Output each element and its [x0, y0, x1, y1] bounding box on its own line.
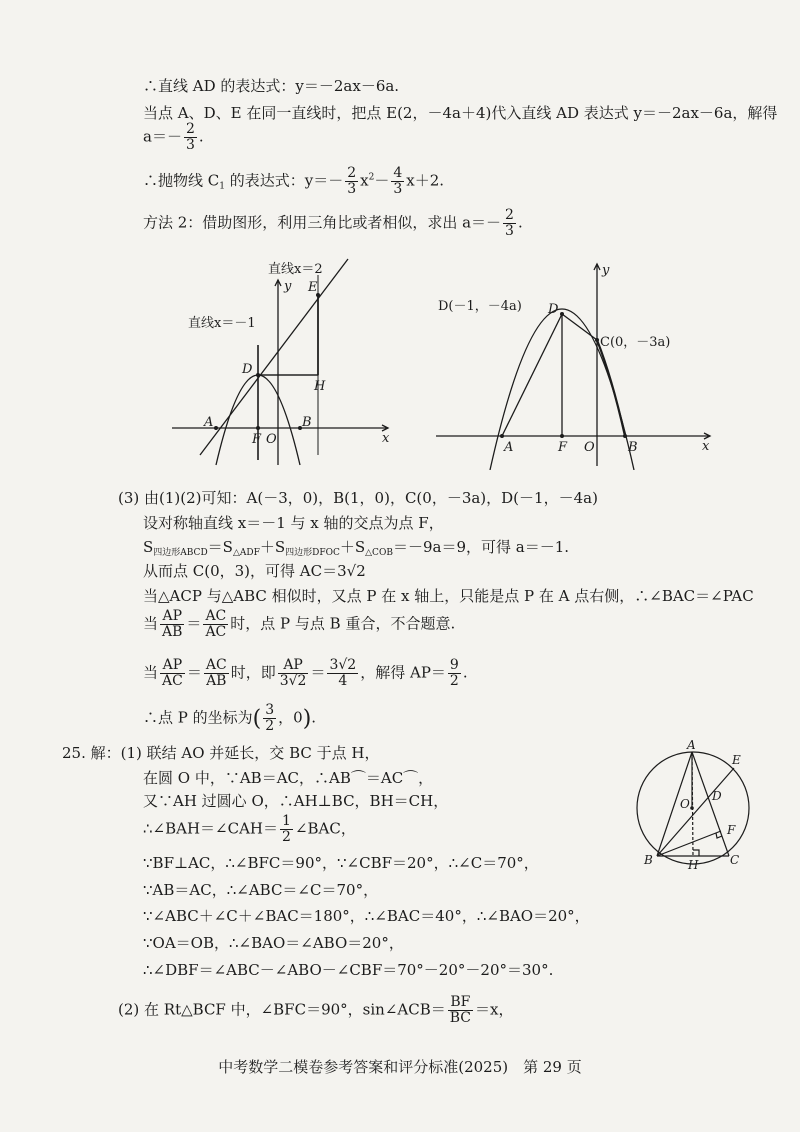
- text-fragment: 当: [143, 614, 159, 633]
- denominator: 3: [185, 137, 195, 153]
- text-line: [143, 208, 523, 239]
- fraction: [160, 658, 185, 689]
- circle-figure: [630, 738, 755, 873]
- fraction: [345, 166, 358, 197]
- label-x: x: [702, 439, 710, 454]
- label-o: O: [266, 432, 277, 447]
- fraction: [184, 122, 197, 153]
- label-c-coords: C(0，－3a): [600, 335, 671, 350]
- text-fragment: ＋S: [259, 538, 286, 556]
- label-a: A: [504, 440, 514, 455]
- label-y: y: [284, 279, 292, 294]
- denominator: AC: [162, 673, 183, 689]
- label-h: H: [314, 379, 326, 394]
- numerator: AP: [160, 658, 185, 674]
- label-b: B: [302, 415, 312, 430]
- text-line: [143, 609, 455, 640]
- point-c: [595, 338, 599, 342]
- text-line: ∴直线 AD 的表达式：y＝－2ax－6a.: [143, 77, 400, 95]
- label-e: E: [732, 753, 741, 767]
- text-fragment: S: [143, 538, 154, 556]
- fraction: [448, 658, 461, 689]
- fraction: [160, 609, 184, 640]
- fraction: [204, 658, 229, 689]
- point-d: [560, 312, 564, 316]
- text-line: (3) 由(1)(2)可知：A(－3，0)，B(1，0)，C(0，－3a)，D(－1，－4a): [118, 489, 598, 507]
- fraction: [280, 814, 293, 845]
- fraction: [391, 166, 404, 197]
- text-fragment: ＋S: [339, 538, 366, 556]
- text-line: ∵∠ABC＋∠C＋∠BAC＝180°，∴∠BAC＝40°，∴∠BAO＝20°，: [143, 907, 590, 925]
- denominator: 4: [338, 673, 348, 689]
- point-b: [623, 434, 627, 438]
- point-a: [214, 426, 218, 430]
- denominator: 2: [449, 673, 459, 689]
- right-angle-ehd: [258, 297, 318, 375]
- point-f: [256, 426, 260, 430]
- denominator: 3√2: [279, 673, 307, 689]
- text-line: 25. 解：(1) 联结 AO 并延长，交 BC 于点 H，: [62, 744, 380, 762]
- fraction: [203, 609, 228, 640]
- fraction: [503, 208, 516, 239]
- text-fragment: ＝: [186, 663, 202, 682]
- numerator: 2: [347, 165, 357, 181]
- point-o: [690, 806, 694, 810]
- parabola-figure-left: [168, 255, 400, 470]
- text-fragment: ＝－9a＝9，可得 a＝－1.: [392, 538, 570, 556]
- subscript: 四边形ABCD: [153, 548, 208, 558]
- numerator: AP: [160, 609, 184, 625]
- text-line: [143, 166, 444, 197]
- fraction: [263, 703, 276, 734]
- label-d: D: [712, 789, 722, 803]
- point-d: [256, 373, 260, 377]
- label-b: B: [628, 440, 638, 455]
- text-line: 当点 A、D、E 在同一直线时，把点 E(2，－4a＋4)代入直线 AD 表达式 y＝－2ax－6a，解得: [143, 104, 778, 122]
- text-fragment: 时，即: [230, 663, 276, 682]
- label-x: x: [382, 431, 390, 446]
- numerator: AP: [278, 658, 309, 674]
- segment-ad: [502, 314, 562, 436]
- text-line: [143, 537, 569, 563]
- numerator: 4: [393, 165, 403, 181]
- fraction: [327, 658, 358, 689]
- text-fragment: ＝x，: [474, 1000, 514, 1019]
- text-line: ∴∠DBF＝∠ABC－∠ABO－∠CBF＝70°－20°－20°＝30°.: [143, 961, 554, 979]
- segment-cb: [597, 340, 625, 436]
- text-line: [143, 814, 356, 845]
- label-a: A: [204, 415, 214, 430]
- denominator: 2: [282, 829, 291, 845]
- text-line: ∵OA＝OB，∴∠BAO＝∠ABO＝20°，: [143, 934, 404, 952]
- numerator: BF: [448, 995, 473, 1011]
- numerator: AC: [205, 608, 227, 624]
- numerator: 2: [185, 121, 195, 137]
- text-line: 设对称轴直线 x＝－1 与 x 轴的交点为点 F，: [143, 514, 444, 532]
- label-c: C: [730, 853, 740, 867]
- text-fragment: x: [360, 171, 369, 190]
- numerator: 3: [265, 702, 275, 718]
- text-fragment: ∴∠BAH＝∠CAH＝: [143, 819, 279, 838]
- denominator: AB: [162, 624, 183, 640]
- superscript: 2: [368, 172, 375, 183]
- text-line: [118, 995, 513, 1026]
- right-angle-h: [693, 850, 699, 856]
- text-line: 又∵AH 过圆心 O，∴AH⊥BC，BH＝CH，: [143, 792, 449, 810]
- subscript: 四边形DFOC: [285, 548, 340, 558]
- text-fragment: x＋2.: [406, 171, 445, 190]
- denominator: 3: [347, 181, 357, 197]
- subscript: △COB: [365, 548, 393, 558]
- segment-bf: [657, 831, 721, 856]
- label-f: F: [727, 823, 736, 837]
- label-f: F: [252, 432, 262, 447]
- label-y: y: [602, 263, 610, 278]
- text-fragment: 方法 2：借助图形，利用三角比或者相似，求出 a＝－: [143, 213, 502, 232]
- label-e: E: [308, 280, 318, 295]
- subscript: 1: [219, 181, 225, 192]
- label-f: F: [558, 440, 568, 455]
- text-fragment: .: [517, 213, 523, 232]
- text-line: [143, 122, 204, 153]
- text-line: 从而点 C(0，3)，可得 AC＝3√2: [143, 562, 366, 580]
- numerator: 1: [282, 813, 291, 829]
- text-line: ∵BF⊥AC，∴∠BFC＝90°，∵∠CBF＝20°，∴∠C＝70°，: [143, 854, 539, 872]
- text-fragment: －: [374, 171, 390, 190]
- line-ad: [200, 259, 348, 455]
- text-fragment: 的表达式：y＝－: [224, 171, 344, 190]
- text-fragment: ，解得 AP＝: [360, 663, 446, 682]
- label-d: D: [242, 362, 253, 377]
- text-fragment: .: [198, 127, 204, 146]
- denominator: 3: [505, 223, 514, 239]
- label-b: B: [644, 853, 653, 867]
- label-d: D: [548, 302, 559, 317]
- segment-be: [657, 768, 734, 856]
- text-fragment: 时，点 P 与点 B 重合，不合题意.: [230, 614, 456, 633]
- text-fragment: ∴抛物线 C: [143, 171, 220, 190]
- text-line: ∵AB＝AC，∴∠ABC＝∠C＝70°，: [143, 881, 379, 899]
- label-h: H: [688, 858, 699, 872]
- text-fragment: ∠BAC，: [294, 819, 356, 838]
- text-fragment: (2) 在 Rt△BCF 中，∠BFC＝90°，sin∠ACB＝: [118, 1000, 446, 1019]
- label-o: O: [584, 440, 595, 455]
- label-a: A: [687, 738, 696, 752]
- text-line: 在圆 O 中，∵AB＝AC，∴AB⌒＝AC⌒，: [143, 769, 434, 787]
- bracket: (: [252, 706, 262, 732]
- text-fragment: a＝－: [143, 127, 182, 146]
- denominator: BC: [449, 1010, 471, 1026]
- point-f: [560, 434, 564, 438]
- text-line: [143, 703, 316, 734]
- parabola-figure-right: [432, 258, 714, 470]
- text-fragment: ＝: [310, 663, 326, 682]
- label-line-xm1: 直线x＝－1: [188, 316, 256, 331]
- fraction: [448, 995, 473, 1026]
- text-fragment: ＝S: [207, 538, 233, 556]
- text-line: [143, 658, 468, 689]
- text-line: 当△ACP 与△ABC 相似时，又点 P 在 x 轴上，只能是点 P 在 A 点右侧，∴∠BAC＝∠PAC: [143, 587, 754, 605]
- fraction: [278, 658, 309, 689]
- text-fragment: .: [462, 663, 468, 682]
- numerator: 2: [505, 207, 514, 223]
- text-fragment: ∴点 P 的坐标为: [143, 708, 253, 727]
- label-line-x2: 直线x＝2: [268, 262, 323, 277]
- denominator: AB: [206, 673, 227, 689]
- label-o: O: [680, 797, 690, 811]
- bracket: ): [302, 706, 312, 732]
- text-fragment: 当: [143, 663, 159, 682]
- point-a: [500, 434, 504, 438]
- text-fragment: .: [311, 708, 317, 727]
- text-fragment: ＝: [186, 614, 202, 633]
- numerator: 3√2: [329, 657, 357, 673]
- label-d-coords: D(－1，－4a): [438, 299, 522, 314]
- numerator: 9: [449, 657, 459, 673]
- text-fragment: ，0: [278, 708, 303, 727]
- subscript: △ADF: [232, 548, 260, 558]
- denominator: AC: [205, 624, 227, 640]
- denominator: 2: [265, 718, 275, 734]
- page-footer: 中考数学二模卷参考答案和评分标准(2025) 第 29 页: [218, 1058, 582, 1076]
- denominator: 3: [393, 181, 403, 197]
- numerator: AC: [205, 657, 227, 673]
